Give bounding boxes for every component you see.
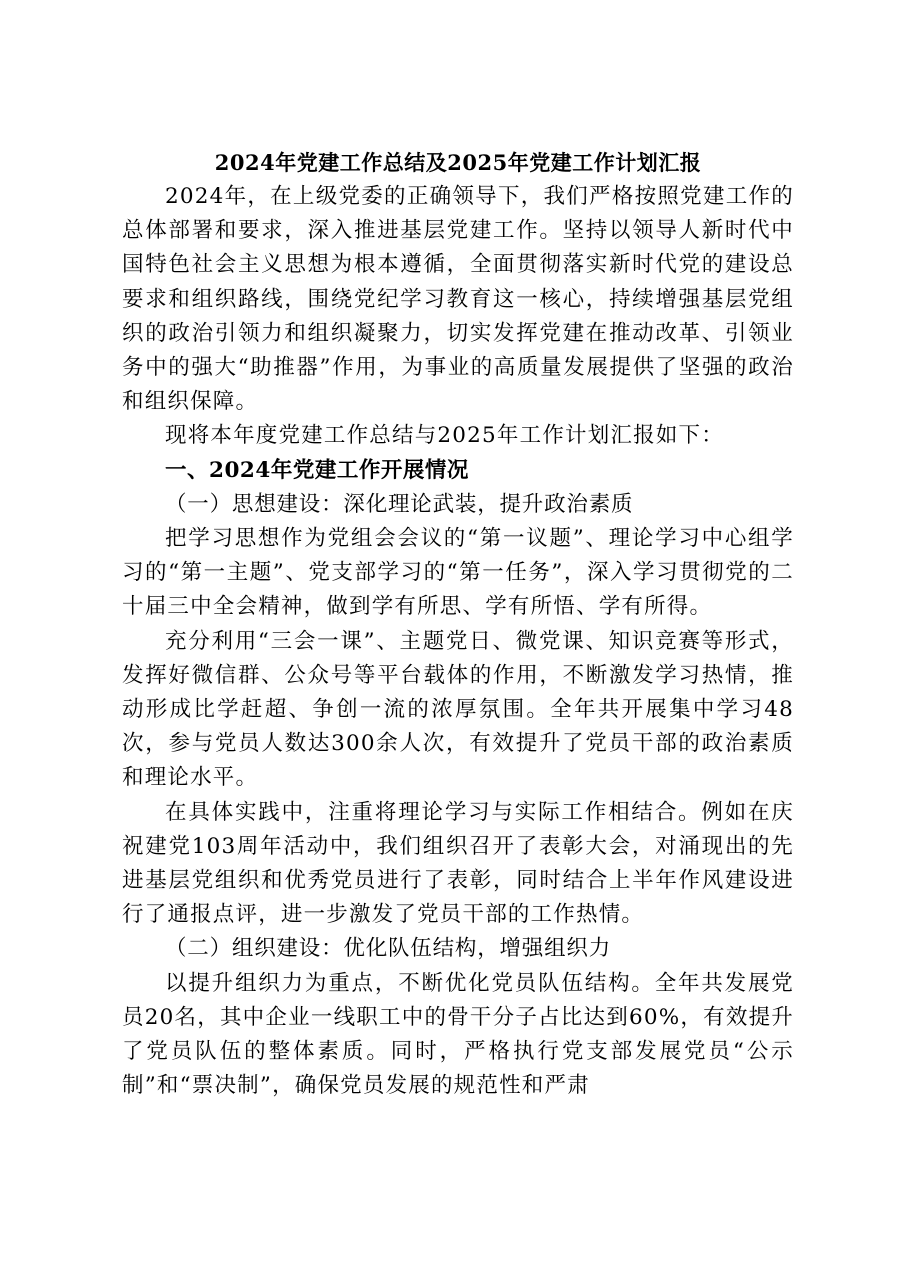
body-paragraph: 以提升组织力为重点，不断优化党员队伍结构。全年共发展党员20名，其中企业一线职工中的骨干分子占比达到60%，有效提升了党员队伍的整体素质。同时，严格执行党支部发展党员“公示制”和“票决制”，确保党员发展的规范性和严肃 [122, 970, 794, 1099]
section-heading-1: 一、2024年党建工作开展情况 [165, 457, 469, 483]
intro-summary-line: 现将本年度党建工作总结与2025年工作计划汇报如下： [165, 423, 724, 449]
body-paragraph: 在具体实践中，注重将理论学习与实际工作相结合。例如在庆祝建党103周年活动中，我们组织召开了表彰大会，对涌现出的先进基层党组织和优秀党员进行了表彰，同时结合上半年作风建设进行了通报点评，进一步激发了党员干部的工作热情。 [122, 799, 794, 928]
document-title: 2024年党建工作总结及2025年党建工作计划汇报 [214, 150, 702, 175]
body-paragraph: 充分利用“三会一课”、主题党日、微党课、知识竞赛等形式，发挥好微信群、公众号等平台载体的作用，不断激发学习热情，推动形成比学赶超、争创一流的浓厚氛围。全年共开展集中学习48次，参与党员人数达300余人次，有效提升了党员干部的政治素质和理论水平。 [122, 628, 794, 791]
body-paragraph: 把学习思想作为党组会会议的“第一议题”、理论学习中心组学习的“第一主题”、党支部学习的“第一任务”，深入学习贯彻党的二十届三中全会精神，做到学有所思、学有所悟、学有所得。 [122, 526, 794, 620]
subsection-heading-1: （一）思想建设：深化理论武装，提升政治素质 [165, 491, 634, 517]
subsection-heading-2: （二）组织建设：优化队伍结构，增强组织力 [165, 936, 612, 962]
document-body [122, 146, 794, 1103]
intro-paragraph: 2024年，在上级党委的正确领导下，我们严格按照党建工作的总体部署和要求，深入推进基层党建工作。坚持以领导人新时代中国特色社会主义思想为根本遵循，全面贯彻落实新时代党的建设总要求和组织路线，围绕党纪学习教育这一核心，持续增强基层党组织的政治引领力和组织凝聚力，切实发挥党建在推动改革、引领业务中的强大“助推器”作用，为事业的高质量发展提供了坚强的政治和组织保障。 [122, 184, 794, 415]
